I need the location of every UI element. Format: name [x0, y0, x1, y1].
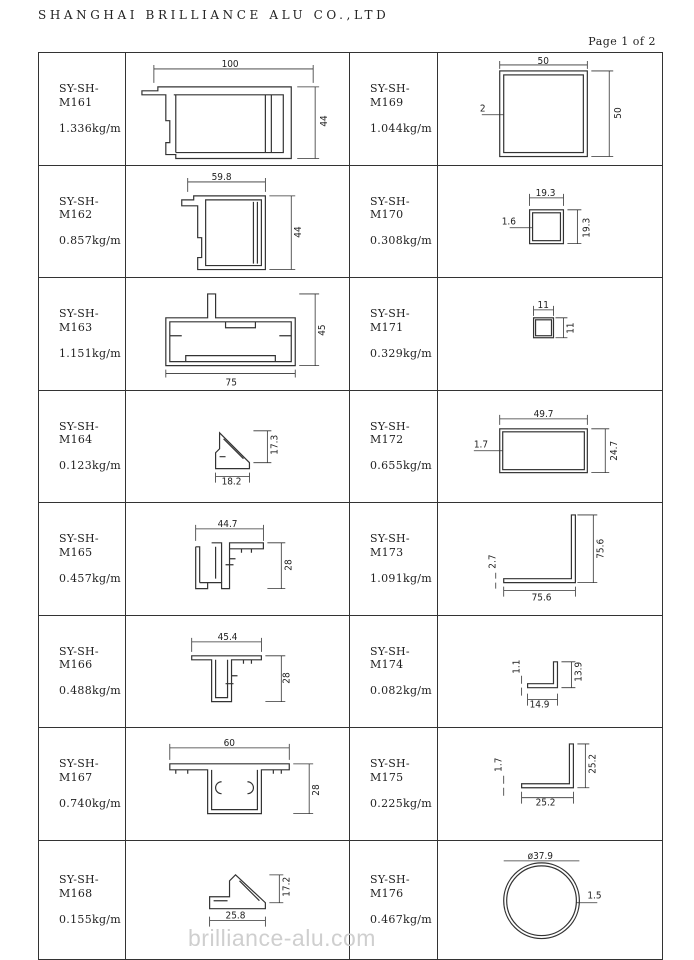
profile-label-m168 — [39, 840, 126, 959]
profile-catalog-table — [38, 52, 663, 960]
profile-drawing-m165 — [126, 503, 350, 616]
dim-height: 28 — [281, 671, 293, 684]
page-number: Page 1 of 2 — [588, 35, 656, 48]
dim-height: 11 — [565, 322, 577, 334]
profile-drawing-m162 — [126, 165, 350, 278]
profile-code: SY-SH-M175 — [370, 757, 410, 784]
profile-drawing-m173 — [438, 503, 663, 616]
dim-width: 25.2 — [535, 797, 556, 809]
dim-wall: 1.5 — [587, 890, 602, 902]
profile-label-m169 — [350, 53, 438, 166]
dim-wall: 1.7 — [473, 439, 489, 451]
company-name: SHANGHAI BRILLIANCE ALU CO.,LTD — [38, 8, 390, 22]
profile-drawing-m176 — [438, 840, 663, 959]
dim-height: 19.3 — [581, 217, 593, 238]
profile-weight: 1.044kg/m — [370, 121, 433, 135]
catalog-row — [39, 728, 663, 841]
profile-weight: 0.857kg/m — [59, 234, 122, 248]
profile-code: SY-SH-M169 — [370, 82, 410, 109]
dim-height: 75.6 — [595, 538, 607, 559]
profile-weight: 1.336kg/m — [59, 121, 122, 135]
profile-drawing-m175 — [438, 728, 663, 841]
profile-weight: 1.151kg/m — [59, 346, 122, 360]
profile-drawing-m167 — [126, 728, 350, 841]
dim-width: 75 — [225, 377, 237, 389]
profile-code: SY-SH-M164 — [59, 419, 99, 447]
dim-wall: 2.7 — [487, 554, 499, 569]
dim-width: 25.8 — [225, 910, 246, 922]
profile-drawing-m163 — [126, 278, 350, 391]
profile-code: SY-SH-M168 — [59, 873, 99, 900]
profile-label-m164 — [39, 390, 126, 503]
profile-label-m161 — [39, 53, 126, 166]
dim-width: 14.9 — [529, 699, 550, 711]
profile-weight: 0.123kg/m — [59, 459, 122, 473]
profile-weight: 0.655kg/m — [370, 459, 433, 473]
dim-width: 49.7 — [533, 408, 554, 420]
dim-wall: 1.1 — [511, 659, 523, 674]
profile-code: SY-SH-M163 — [59, 307, 99, 334]
profile-drawing-m166 — [126, 615, 350, 728]
dim-height: 17.2 — [281, 876, 293, 897]
profile-weight: 0.467kg/m — [370, 912, 433, 926]
dim-width: 44.7 — [217, 518, 238, 530]
profile-label-m173 — [350, 503, 438, 616]
profile-weight: 1.091kg/m — [370, 571, 433, 585]
profile-weight: 0.488kg/m — [59, 684, 122, 698]
dim-height: 28 — [311, 784, 323, 796]
profile-weight: 0.155kg/m — [59, 912, 122, 926]
profile-weight: 0.225kg/m — [370, 796, 433, 810]
dim-wall: 1.6 — [501, 216, 516, 228]
dim-height: 25.2 — [587, 753, 599, 774]
profile-drawing-m161 — [126, 53, 350, 166]
profile-drawing-m172 — [438, 390, 663, 503]
website-watermark: brilliance-alu.com — [188, 925, 376, 951]
dim-height: 44 — [319, 115, 331, 127]
catalog-row — [39, 53, 663, 166]
catalog-row — [39, 503, 663, 616]
profile-weight: 0.329kg/m — [370, 346, 433, 360]
dim-width: 100 — [221, 58, 239, 70]
profile-code: SY-SH-M176 — [370, 873, 410, 900]
profile-drawing-m171 — [438, 278, 663, 391]
dim-width: 11 — [537, 299, 549, 311]
dim-height: 28 — [283, 559, 295, 571]
dim-height: 44 — [293, 225, 305, 238]
dim-wall: 1.7 — [493, 757, 505, 772]
profile-label-m171 — [350, 278, 438, 391]
catalog-row — [39, 390, 663, 503]
profile-drawing-m174 — [438, 615, 663, 728]
profile-label-m165 — [39, 503, 126, 616]
profile-code: SY-SH-M170 — [370, 194, 410, 222]
profile-label-m175 — [350, 728, 438, 841]
profile-label-m167 — [39, 728, 126, 841]
dim-height: 13.9 — [573, 661, 585, 682]
dim-width: 50 — [537, 55, 549, 67]
catalog-row — [39, 165, 663, 278]
dim-wall: 2 — [479, 103, 486, 115]
catalog-row — [39, 278, 663, 391]
dim-height: 50 — [613, 107, 625, 119]
profile-label-m172 — [350, 390, 438, 503]
catalog-row — [39, 615, 663, 728]
profile-label-m166 — [39, 615, 126, 728]
profile-code: SY-SH-M174 — [370, 644, 410, 672]
dim-width: 18.2 — [221, 476, 242, 488]
profile-code: SY-SH-M171 — [370, 307, 410, 334]
dim-width: 60 — [223, 737, 235, 749]
profile-weight: 0.457kg/m — [59, 571, 122, 585]
dim-width: 59.8 — [211, 171, 232, 183]
profile-drawing-m164 — [126, 390, 350, 503]
profile-code: SY-SH-M166 — [59, 644, 99, 672]
dim-height: 17.3 — [269, 434, 281, 455]
dim-width: 19.3 — [535, 187, 556, 199]
profile-code: SY-SH-M167 — [59, 757, 99, 784]
profile-label-m163 — [39, 278, 126, 391]
profile-code: SY-SH-M161 — [59, 82, 99, 109]
profile-label-m170 — [350, 165, 438, 278]
profile-code: SY-SH-M162 — [59, 194, 99, 222]
profile-weight: 0.308kg/m — [370, 234, 433, 248]
profile-label-m174 — [350, 615, 438, 728]
dim-width: 75.6 — [531, 592, 552, 604]
dim-diameter: ø37.9 — [527, 850, 553, 862]
profile-code: SY-SH-M173 — [370, 532, 410, 559]
profile-weight: 0.082kg/m — [370, 684, 433, 698]
profile-code: SY-SH-M165 — [59, 532, 99, 559]
profile-weight: 0.740kg/m — [59, 796, 122, 810]
profile-drawing-m170 — [438, 165, 663, 278]
dim-width: 45.4 — [217, 631, 238, 643]
dim-height: 45 — [317, 324, 329, 336]
profile-drawing-m169 — [438, 53, 663, 166]
dim-height: 24.7 — [609, 440, 621, 461]
profile-label-m162 — [39, 165, 126, 278]
profile-code: SY-SH-M172 — [370, 419, 410, 447]
